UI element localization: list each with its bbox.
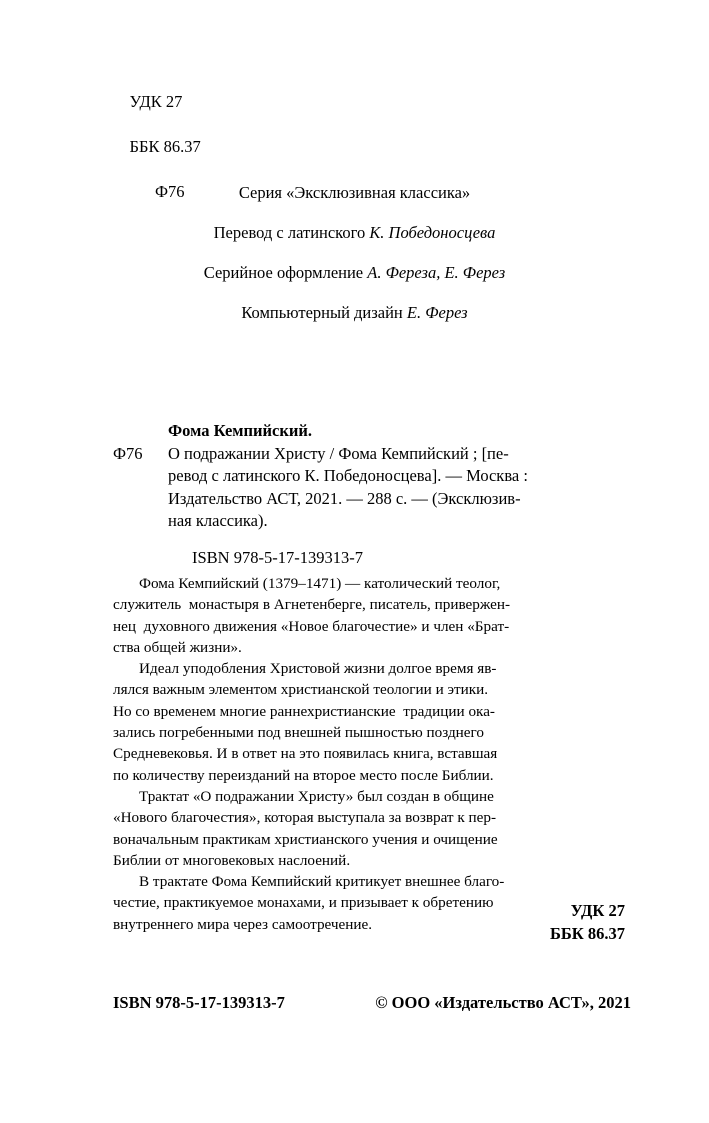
annotation-line: Но со временем многие раннехристианские традиции ока- — [113, 702, 495, 720]
annotation-line: лялся важным элементом христианской теологии и этики. — [113, 681, 489, 699]
annotation-paragraph — [113, 573, 625, 658]
record-line: ревод с латинского К. Победоносцева]. — Москва : — [168, 466, 528, 486]
series-designer-names: А. Фереза, Е. Ферез — [367, 263, 506, 282]
translation-label: Перевод с латинского — [213, 223, 370, 242]
record-body — [168, 420, 625, 533]
annotation-line: честие, практикуемое монахами, и призывает к обретению — [113, 894, 494, 912]
annotation-line: Идеал уподобления Христовой жизни долгое время яв- — [139, 660, 497, 678]
translator-name: К. Победоносцева — [369, 223, 496, 242]
computer-design-line — [0, 303, 709, 323]
series-line — [0, 183, 709, 203]
annotation-line: по количеству переизданий на второе место после Библии. — [113, 766, 494, 784]
shelfmark-record: Ф76 — [113, 443, 143, 463]
classification-bottom-block — [0, 900, 625, 945]
annotation-line: Библии от многовековых наслоений. — [113, 851, 351, 869]
annotation-block — [113, 573, 625, 935]
bbk-code-top: ББК 86.37 — [129, 136, 201, 156]
annotation-paragraph — [113, 786, 625, 871]
annotation-line: В трактате Фома Кемпийский критикует внешнее благо- — [139, 873, 505, 891]
annotation-line: служитель монастыря в Агнетенберге, писатель, привержен- — [113, 596, 511, 614]
annotation-paragraph — [113, 658, 625, 786]
shelfmark-top: Ф76 — [155, 181, 185, 201]
footer-isbn: ISBN 978-5-17-139313-7 — [113, 993, 285, 1012]
series-design-label: Серийное оформление — [203, 263, 368, 282]
bibliographic-record — [113, 420, 625, 570]
annotation-line: Фома Кемпийский (1379–1471) — католический теолог, — [139, 575, 501, 592]
footer-block — [113, 993, 631, 1013]
annotation-line: ства общей жизни». — [113, 638, 242, 656]
annotation-line: воначальным практикам христианского учения и очищение — [113, 830, 498, 848]
translation-line — [0, 223, 709, 243]
record-line: ная классика). — [168, 511, 268, 531]
record-author: Фома Кемпийский. — [168, 421, 312, 440]
series-design-line — [0, 263, 709, 283]
series-name: Серия «Эксклюзивная классика» — [238, 183, 471, 202]
udk-code-bottom: УДК 27 — [570, 901, 625, 920]
bbk-code-bottom: ББК 86.37 — [549, 923, 625, 943]
computer-design-label: Компьютерный дизайн — [241, 303, 407, 322]
annotation-line: зались погребенными под внешней пышностью позднего — [113, 724, 484, 742]
udk-code-top: УДК 27 — [129, 91, 183, 111]
annotation-line: внутреннего мира через самоотречение. — [113, 915, 373, 933]
annotation-line: Средневековья. И в ответ на это появилась книга, вставшая — [113, 745, 498, 763]
annotation-line: «Нового благочестия», которая выступала за возврат к пер- — [113, 809, 497, 827]
annotation-line: нец духовного движения «Новое благочестие» и член «Брат- — [113, 617, 510, 635]
annotation-line: Трактат «О подражании Христу» был создан в общине — [139, 787, 494, 805]
computer-designer-name: Е. Ферез — [406, 303, 468, 322]
record-isbn: ISBN 978-5-17-139313-7 — [192, 547, 363, 567]
copyright-notice: © ООО «Издательство АСТ», 2021 — [375, 993, 631, 1012]
record-line: Издательство АСТ, 2021. — 288 с. — (Эксклюзив- — [168, 488, 521, 508]
record-line: О подражании Христу / Фома Кемпийский ; [пе- — [168, 443, 509, 463]
credits-block — [0, 183, 709, 323]
